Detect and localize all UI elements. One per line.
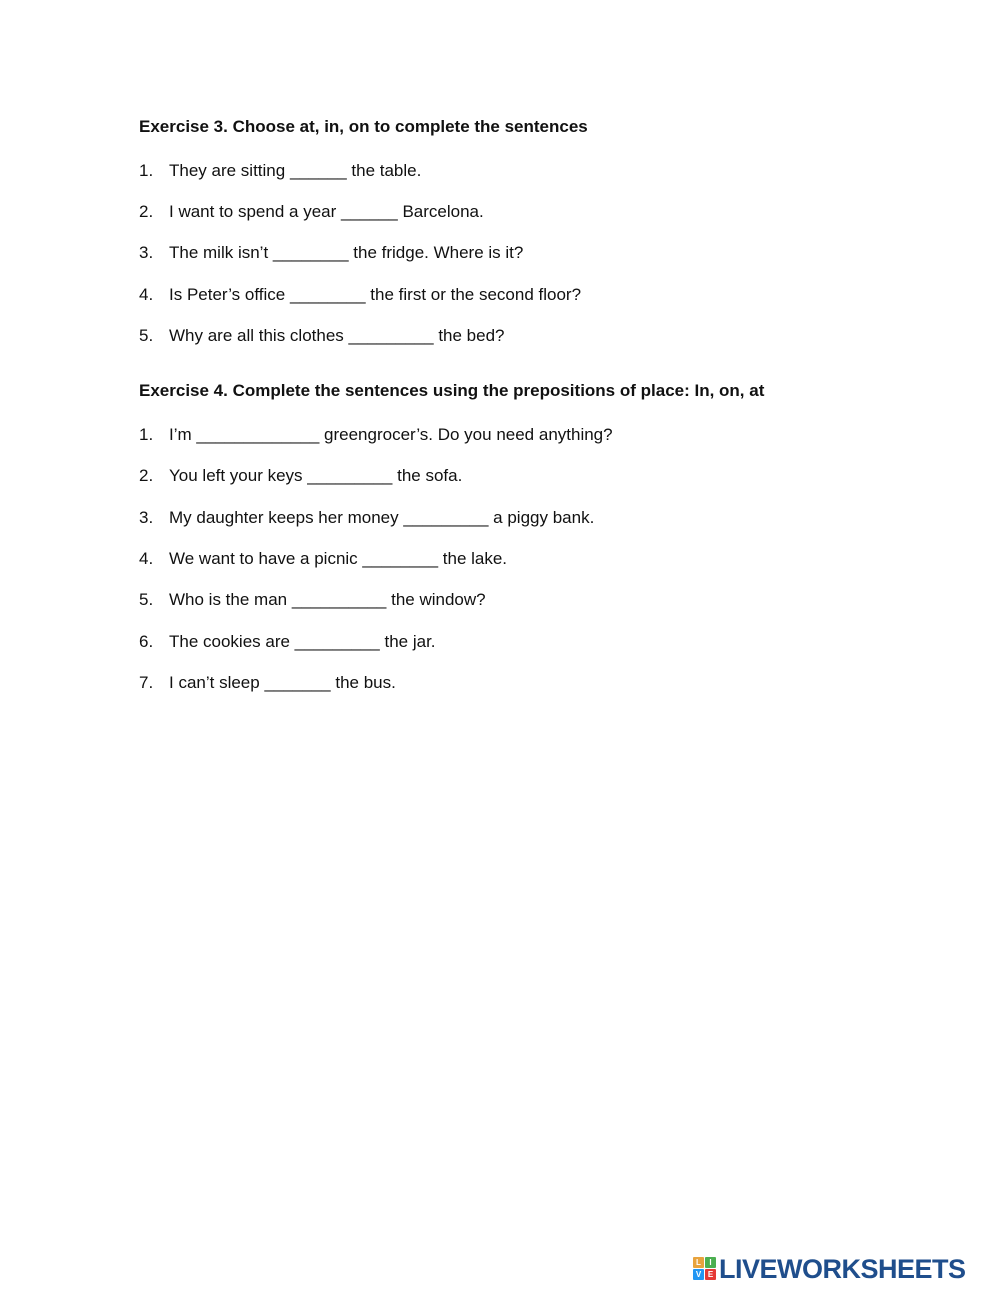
exercise-3-item-3: [139, 243, 523, 263]
item-number: 1.: [139, 161, 154, 180]
logo-mark-letter: L: [693, 1257, 704, 1268]
item-text: Why are all this clothes _________ the bed?: [169, 326, 505, 345]
item-number: 5.: [139, 590, 154, 609]
exercise-3-item-1: [139, 161, 421, 181]
exercise-4-item-7: [139, 673, 396, 693]
exercise-3-item-2: [139, 202, 484, 222]
item-text: I can’t sleep _______ the bus.: [169, 673, 396, 692]
item-number: 2.: [139, 202, 154, 221]
item-number: 7.: [139, 673, 154, 692]
item-text: I want to spend a year ______ Barcelona.: [169, 202, 484, 221]
item-number: 4.: [139, 549, 154, 568]
logo-mark-letter: I: [705, 1257, 716, 1268]
item-text: I’m _____________ greengrocer’s. Do you need anything?: [169, 425, 613, 444]
item-text: You left your keys _________ the sofa.: [169, 466, 463, 485]
item-number: 3.: [139, 243, 154, 262]
item-text: Who is the man __________ the window?: [169, 590, 486, 609]
exercise-4-item-1: [139, 425, 613, 445]
item-number: 2.: [139, 466, 154, 485]
item-number: 1.: [139, 425, 154, 444]
exercise-4-item-3: [139, 508, 594, 528]
liveworksheets-logo-icon: [693, 1257, 717, 1281]
exercise-3-item-5: [139, 326, 505, 346]
liveworksheets-logo: [693, 1254, 966, 1284]
logo-mark-letter: E: [705, 1269, 716, 1280]
exercise-4-item-5: [139, 590, 486, 610]
item-text: Is Peter’s office ________ the first or the second floor?: [169, 285, 582, 304]
item-number: 4.: [139, 285, 154, 304]
exercise-4-title: Exercise 4. Complete the sentences using the prepositions of place: In, on, at: [139, 381, 765, 400]
exercise-4-item-4: [139, 549, 507, 569]
exercise-4-item-2: [139, 466, 462, 486]
item-number: 5.: [139, 326, 154, 345]
item-text: The milk isn’t ________ the fridge. Where is it?: [169, 243, 524, 262]
item-text: They are sitting ______ the table.: [169, 161, 422, 180]
item-text: We want to have a picnic ________ the lake.: [169, 549, 508, 568]
logo-mark-letter: V: [693, 1269, 704, 1280]
exercise-3-item-4: [139, 285, 581, 305]
item-number: 3.: [139, 508, 154, 527]
item-text: My daughter keeps her money _________ a piggy bank.: [169, 508, 595, 527]
logo-text: LIVEWORKSHEETS: [719, 1253, 966, 1284]
exercise-3-title: Exercise 3. Choose at, in, on to complete the sentences: [139, 117, 588, 136]
item-text: The cookies are _________ the jar.: [169, 632, 436, 651]
item-number: 6.: [139, 632, 154, 651]
exercise-4-item-6: [139, 632, 436, 652]
